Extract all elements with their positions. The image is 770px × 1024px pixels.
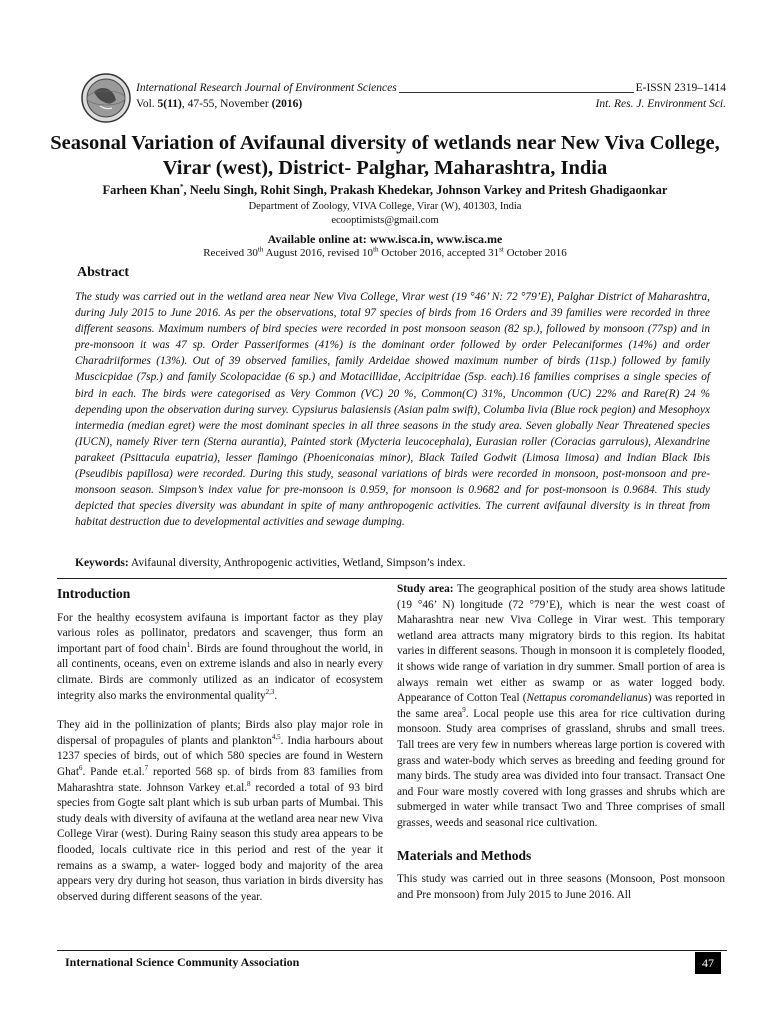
journal-abbreviation: Int. Res. J. Environment Sci. [595,98,726,110]
page-number: 47 [695,952,721,974]
methods-heading: Materials and Methods [397,847,532,863]
abstract-heading: Abstract [77,265,130,280]
available-online: Available online at: www.isca.in, www.isca.me [267,232,503,246]
journal-logo-globe [80,72,132,124]
abstract-text: The study was carried out in the wetland area near New Viva College, Virar west (19 °46’ N: 72 °79’E), Palghar District of Maharashtra, during July 2015 to June 2016. As per the observations, total 97 species of birds from 16 Orders and 39 families were recorded in three different seasons. Maximum numbers of bird species were recorded in post monsoon season (82 sp.), followed by monsoon (77sp) and in pre-monsoon it was 47 sp. Order Passeriformes (41%) is the dominant order followed by order Pelecaniformes (14%) and order Charadriiformes (13%). Out of 39 observed families, family Ardeidae showed maximum number of birds (11sp.) followed by family Muscicpidae (7sp.) and family Scolopacidae (6 sp.) and Motacillidae, Accipitridae (5sp. each).16 families comprises a single species of bird in each. The birds were categorised as Very Common (VC) 20 %, Common(C) 31%, Uncommon (UC) 22% and Rare(R) 24 % depending upon the observation during survey. Cypsiurus balasiensis (Asian palm swift), Columba livia (Blue rock pegion) and Mesophoyx intermedia (median egret) were the most dominant species in all three seasons in the study area. Seven globally Near Threatened species (IUCN), namely River tern (Sterna aurantia), Painted stork (Mycteria leucocephala), Eurasian roller (Coracias garrulous), Alexandrine parakeet (Psittacula eupatria), lesser flamingo (Phoeniconaias minor), Black Tailed Godwit (Limosa limosa) and Indian Black Ibis (Pseudibis papillosa) were recorded. During this study, seasonal variations of birds were recorded in monsoon, post-monsoon and pre-monsoon season. Simpson’s index value for pre-monsoon is 0.959, for monsoon is 0.9682 and for post-monsoon is 0.9684. This study depicted that species diversity was abundant in spite of many anthropogenic activities. The current avifaunal diversity is in threat from habitat destruction due to developmental activities and sewage dumping. [75,291,710,529]
left-column [57,582,383,905]
study-area-paragraph: Study area: The geographical position of the study area shows latitude (19 °46’ N) longitude (72 °79’E), which is near the west coast of Maharashtra near new Viva College in Virar west. This temporary wetland area attracts many migratory birds to this region. Its habitat varies in different seasons. Though in monsoon it is completely flooded, it shows wide range of variation in dry summer. Small portion of area is always remain wet either as swamp or as water logged body. Appearance of Cotton Teal (Nettapus coromandelianus) was reported in the same area$^9$. Local people use this area for rice cultivation during monsoon. Study area comprises of grassland, shrubs and small trees. Tall trees are very few in numbers whereas large portion is covered with grass and water-body which serves as breeding and feeding ground for many birds. The study area was divided into four transact. Transact One and Four ware mostly covered with long grasses and shrubs which are submerged in water while transact Two and Three comprises of small grasses, weeds and seasonal rice cultivation. [397,583,725,829]
methods-paragraph: This study was carried out in three seasons (Monsoon, Post monsoon and Pre monsoon) from July 2015 to June 2016. All [397,873,725,901]
page-footer [57,950,727,975]
section-divider [57,578,727,579]
department: Department of Zoology, VIVA College, Virar (W), 401303, India [248,201,522,212]
intro-paragraph-1: For the healthy ecosystem avifauna is important factor as they play various roles as pollinator, predators and scavenger, thus form an important part of food chain$^1$. Birds are found throughout the world, in all continents, oceans, even on extreme islands and also in nearly every climate. Birds are commonly utilized as an indicator of ecosystem integrity also marks the environmental quality$^{2,3}$. [57,611,383,702]
intro-paragraph-2: They aid in the pollinization of plants; Birds also play major role in dispersal of propagules of plants and plankton$^{4,5}$. India harbours about 1237 species of birds, out of which 580 species are found in Western Ghat$^6$. Pande et.al.$^7$ reported 568 sp. of birds from 83 families from Maharashtra state. Johnson Varkey et.al.$^8$ recorded a total of 93 bird species from Gogte salt plant which is sub urban parts of Mumbai. This study deals with diversity of avifauna at the wetland area near new Viva College Virar (west). During Rainy season this study area appears to be flooded, locals cultivate rice in this period and rest of the year it remains as a swamp, a water- logged body and majority of the area appears very dry during hot season, thus variation in birds diversity has observed during different seasons of the year. [57,719,383,903]
paper-title: Seasonal Variation of Avifaunal diversity of wetlands near New Viva College, Virar (west), District- Palghar, Maharashtra, India [50,132,720,179]
issn: E-ISSN 2319–1414 [635,82,726,94]
keywords: Keywords: Avifaunal diversity, Anthropogenic activities, Wetland, Simpson’s index. [75,557,466,569]
received-dates: Received 30th August 2016, revised 10th October 2016, accepted 31st October 2016 [203,245,567,259]
affiliation [40,200,730,228]
header-rule [399,80,634,93]
author-list: Farheen Khan*, Neelu Singh, Rohit Singh, Prakash Khedekar, Johnson Varkey and Pritesh Ghadigaonkar [102,182,668,197]
journal-header [136,80,726,112]
journal-name: International Research Journal of Environment Sciences [136,82,397,94]
email: ecooptimists@gmail.com [331,215,439,226]
introduction-heading: Introduction [57,586,131,601]
volume-info: Vol. 5(11), 47-55, November (2016) [136,98,303,110]
footer-organization: International Science Community Association [65,955,300,969]
right-column [397,582,725,903]
